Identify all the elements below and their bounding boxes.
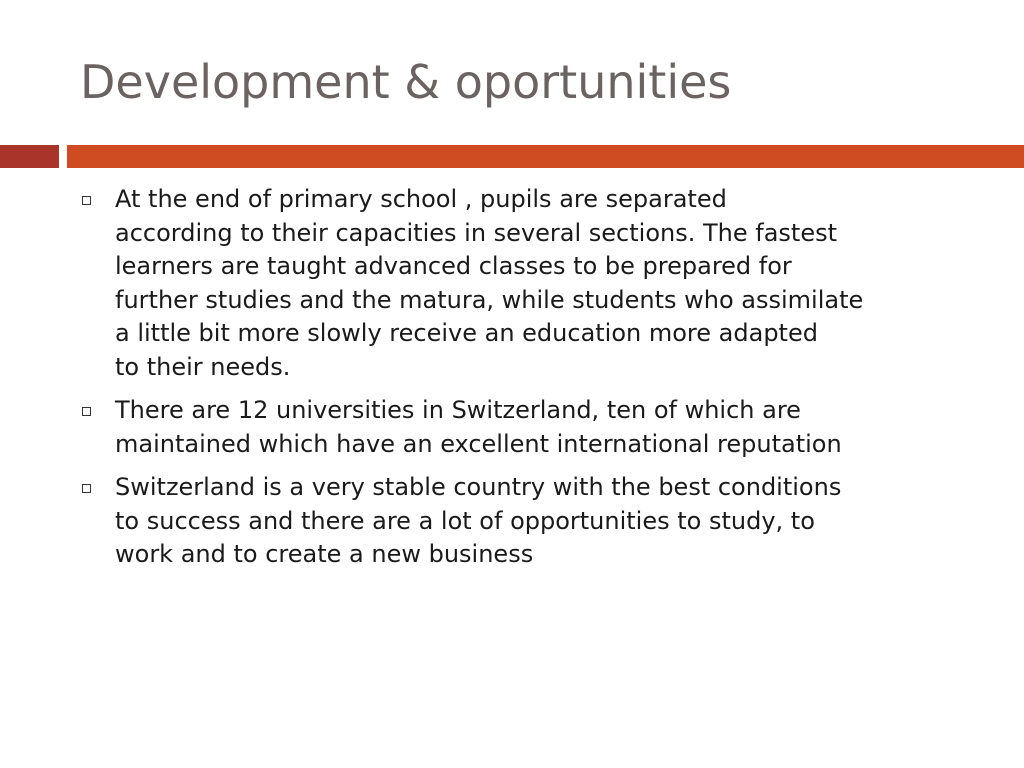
bullet-item	[80, 183, 980, 384]
bullet-text: There are 12 universities in Switzerland, ten of which are maintained which have an excellent international reputation	[115, 396, 842, 458]
slide-title: Development & oportunities	[80, 55, 732, 109]
title-rule-right	[67, 145, 1024, 168]
hollow-square-bullet-icon	[82, 484, 91, 493]
bullet-text: Switzerland is a very stable country with the best conditions to success and there are a lot of opportunities to study, to work and to create a new business	[115, 473, 842, 568]
title-rule-left	[0, 145, 59, 168]
bullet-item	[80, 394, 980, 461]
hollow-square-bullet-icon	[82, 407, 91, 416]
bullet-list	[80, 183, 980, 582]
bullet-item	[80, 471, 980, 572]
bullet-text: At the end of primary school , pupils are separated according to their capacities in several sections. The fastest learners are taught advanced classes to be prepared for further studies and the matura, while students who assimilate a little bit more slowly receive an education more adapted to their needs.	[115, 185, 864, 381]
hollow-square-bullet-icon	[82, 196, 91, 205]
